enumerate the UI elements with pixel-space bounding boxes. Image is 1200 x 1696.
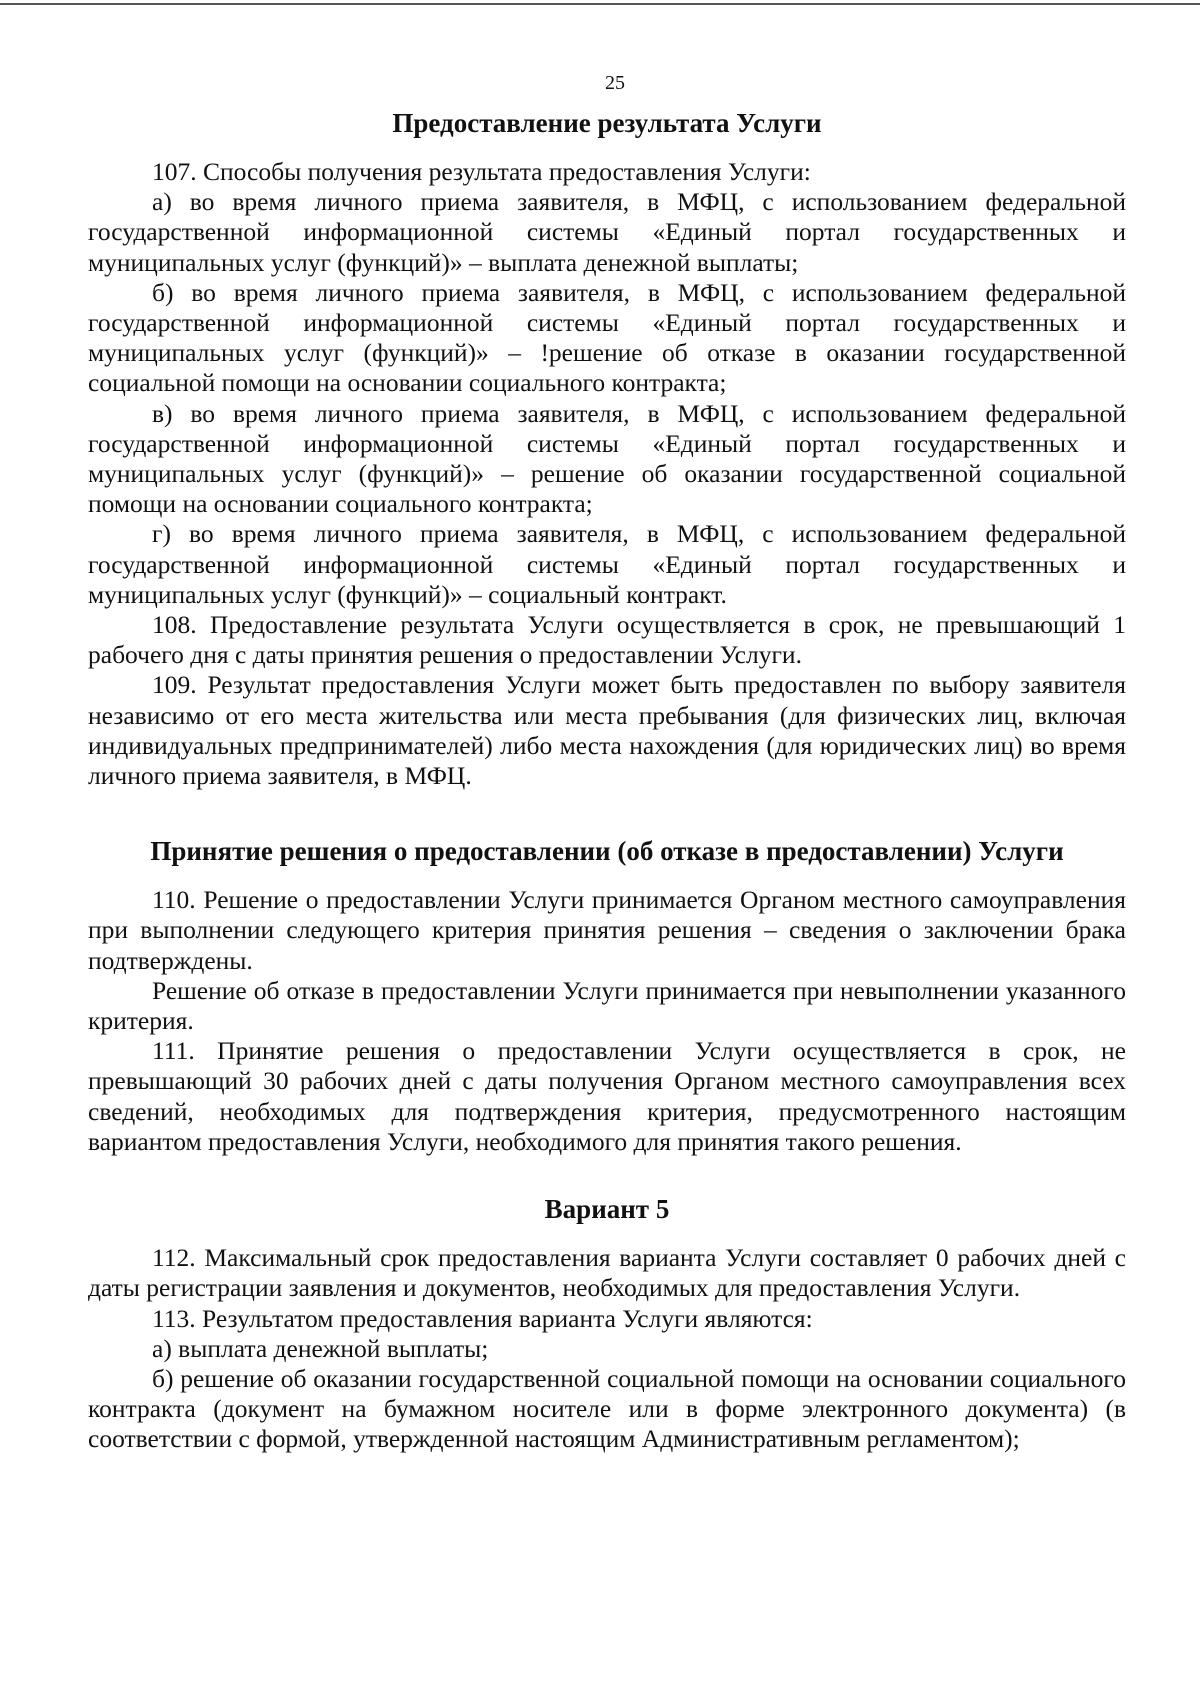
section-title-decision: Принятие решения о предоставлении (об отказе в предоставлении) Услуги [150,836,1064,867]
section-title-variant-5: Вариант 5 [544,1194,670,1225]
section-gap [88,1157,1126,1193]
page-number: 25 [605,72,625,94]
paragraph-107-v: в) во время личного приема заявителя, в МФЦ, с использованием федеральной государственной информационной системы «Единый портал государственных и муниципальных услуг (функций)» – решение об оказании государственной социальной помощи на основании социального контракта; [88,398,1126,519]
paragraph-110: 110. Решение о предоставлении Услуги принимается Органом местного самоуправления при выполнении следующего критерия принятия решения – сведения о заключении брака подтверждены. [88,885,1126,975]
paragraph-111: 111. Принятие решения о предоставлении Услуги осуществляется в срок, не превышающий 30 рабочих дней с даты получения Органом местного самоуправления всех сведений, необходимых для подтверждения критерия, предусмотренного настоящим вариантом предоставления Услуги, необходимого для принятия такого решения. [88,1036,1126,1156]
section-title-result: Предоставление результата Услуги [392,108,822,138]
paragraph-109: 109. Результат предоставления Услуги может быть предоставлен по выбору заявителя независимо от его места жительства или места пребывания (для физических лиц, включая индивидуальных предпринимателей) либо места нахождения (для юридических лиц) во время личного приема заявителя, в МФЦ. [88,670,1126,791]
paragraph-112: 112. Максимальный срок предоставления варианта Услуги составляет 0 рабочих дней с даты регистрации заявления и документов, необходимых для предоставления Услуги. [88,1243,1126,1303]
paragraph-107-g: г) во время личного приема заявителя, в МФЦ, с использованием федеральной государственной информационной системы «Единый портал государственных и муниципальных услуг (функций)» – социальный контракт. [88,519,1126,609]
paragraph-110-refusal: Решение об отказе в предоставлении Услуги принимается при невыполнении указанного критерия. [88,975,1126,1036]
paragraph-113: 113. Результатом предоставления варианта Услуги являются: [152,1303,813,1333]
paragraph-113-b: б) решение об оказании государственной социальной помощи на основании социального контракта (документ на бумажном носителе или в форме электронного документа) (в соответствии с формой, утвержденной настоящим Административным регламентом); [88,1363,1126,1454]
scan-top-edge [0,3,1200,5]
section-gap [88,791,1126,835]
paragraph-108: 108. Предоставление результата Услуги осуществляется в срок, не превышающий 1 рабочего дня с даты принятия решения о предоставлении Услуги. [88,610,1126,670]
paragraph-107-a: а) во время личного приема заявителя, в МФЦ, с использованием федеральной государственной информационной системы «Единый портал государственных и муниципальных услуг (функций)» – выплата денежной выплаты; [88,187,1126,277]
paragraph-107-b: б) во время личного приема заявителя, в МФЦ, с использованием федеральной государственной информационной системы «Единый портал государственных и муниципальных услуг (функций)» – !решение об отказе в оказании государственной социальной помощи на основании социального контракта; [88,277,1126,398]
paragraph-107: 107. Способы получения результата предоставления Услуги: [152,157,811,186]
paragraph-113-a: а) выплата денежной выплаты; [152,1333,489,1363]
document-page [88,72,1126,1455]
